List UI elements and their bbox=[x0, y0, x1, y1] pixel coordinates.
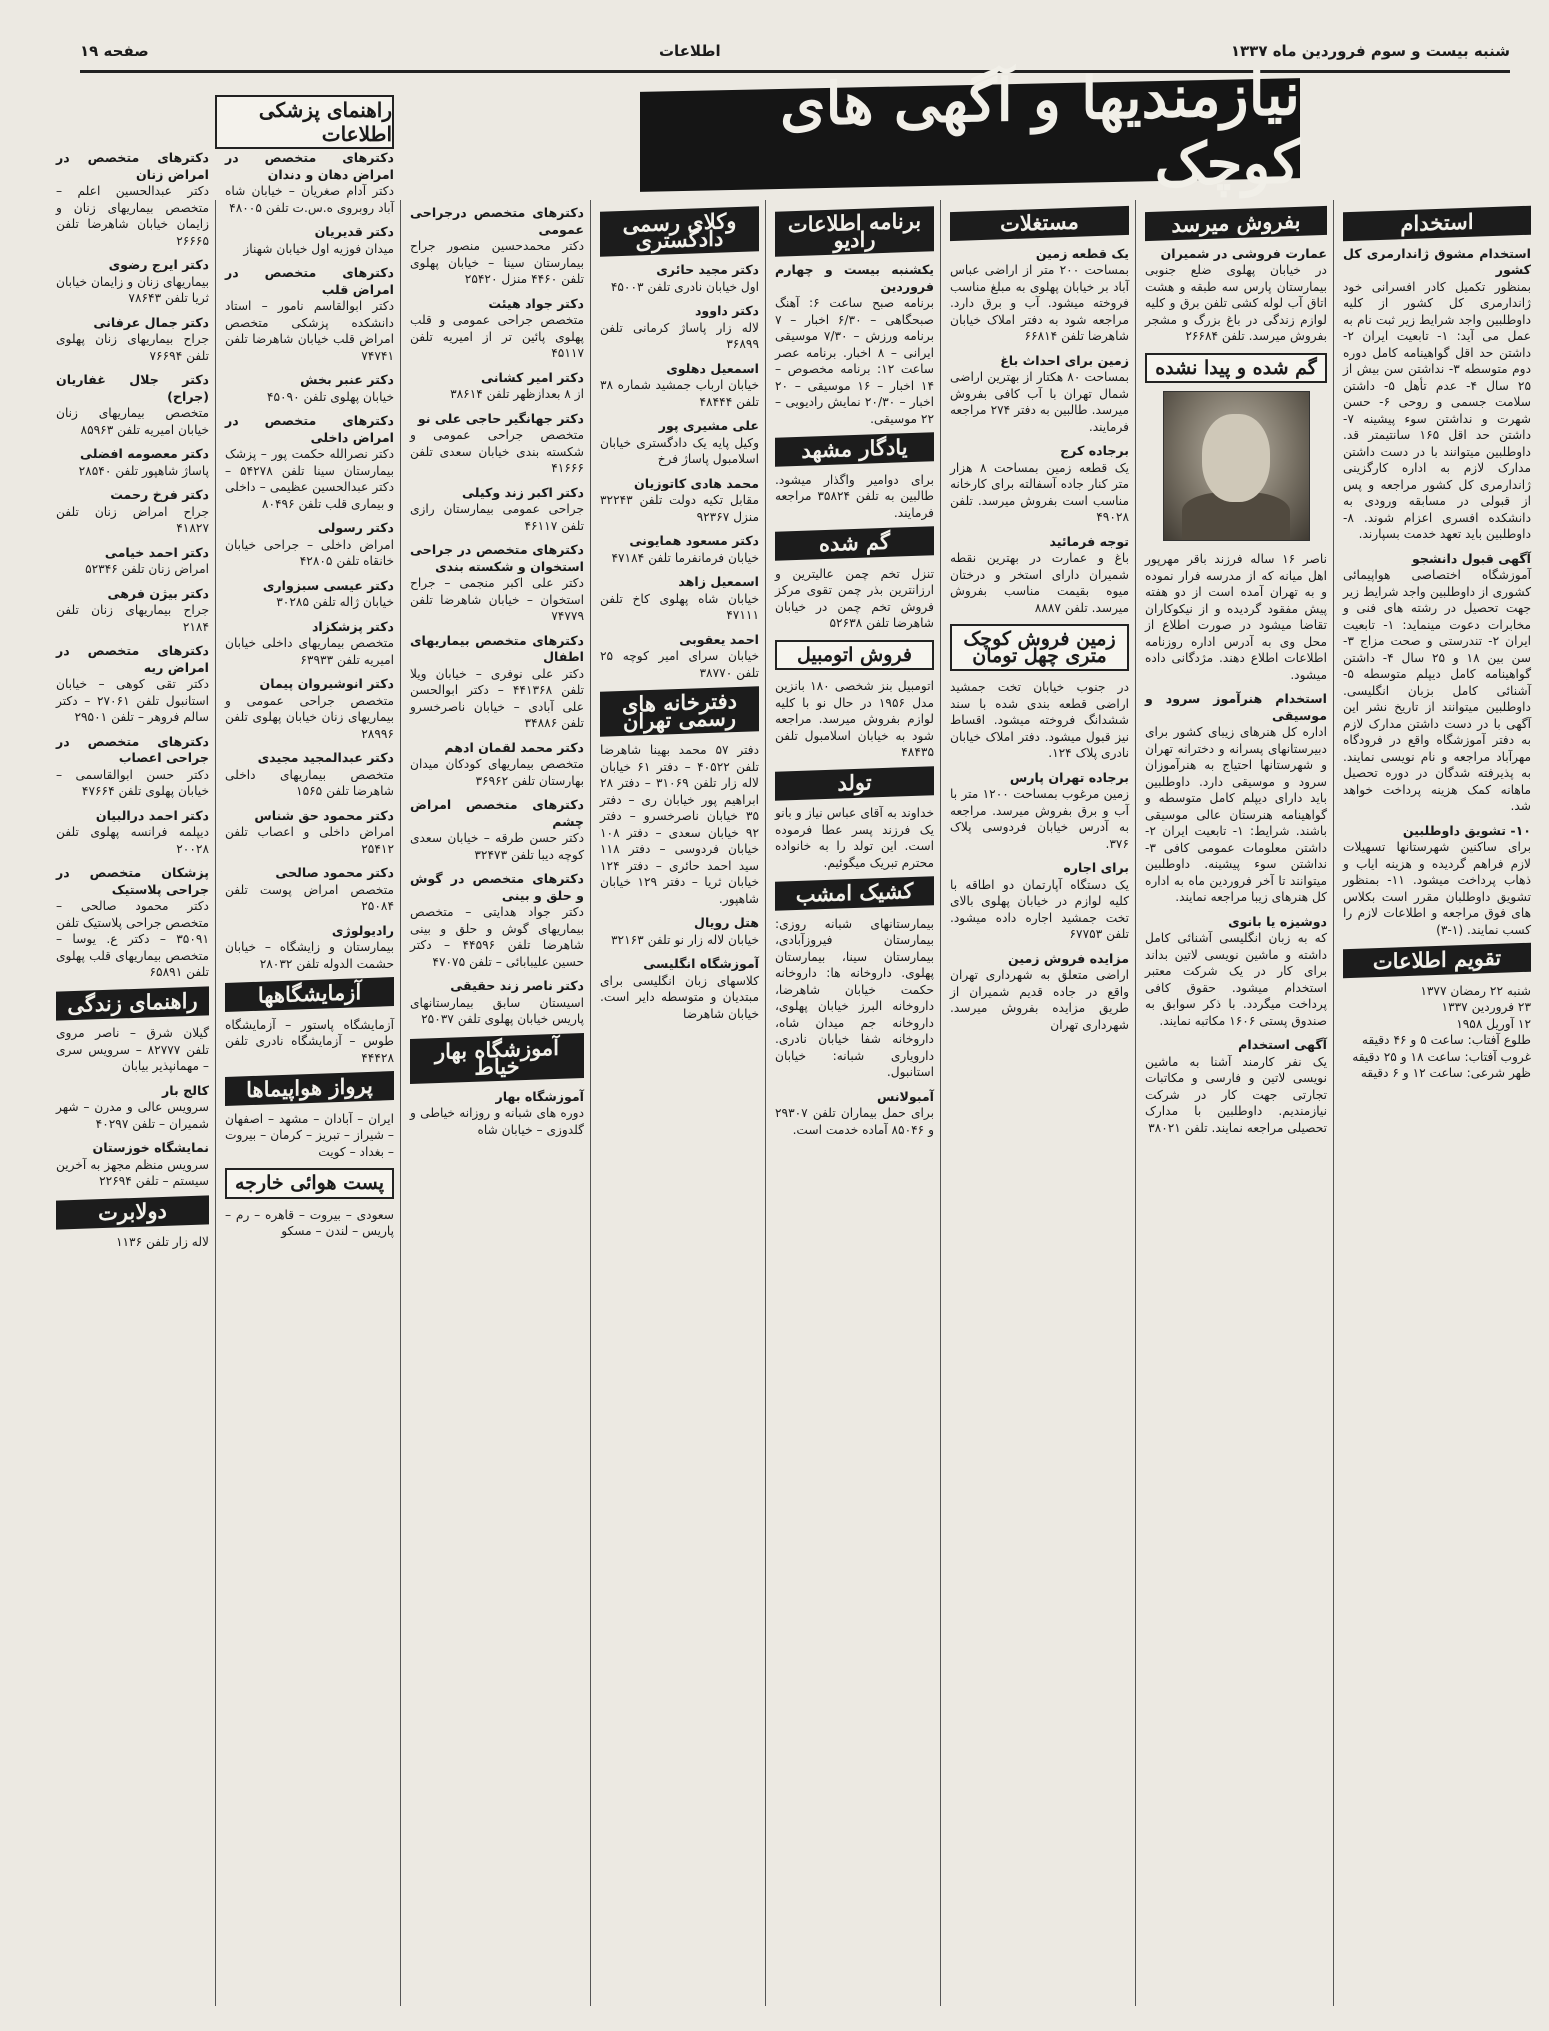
column-rule bbox=[765, 200, 766, 2006]
section-heading: آزمایشگاهها bbox=[225, 977, 394, 1011]
ad-entry: برجاده تهران پارس زمین مرغوب بمساحت ۱۲۰۰ متر با آب و برق بفروش میرسد. مراجعه به آدرس خیابان فردوسی پلاک ۳۷۶. bbox=[950, 769, 1129, 851]
ad-entry: دکترهای متخصص در امراض زنان دکتر عبدالحسین اعلم – متخصص بیماریهای زنان و زایمان خیابان شاهرضا تلفن ۲۶۶۶۵ bbox=[56, 150, 209, 248]
ad-entry: احمد یعقوبی خیابان سرای امیر کوچه ۲۵ تلفن ۳۸۷۷۰ bbox=[600, 631, 759, 680]
ad-entry: دکتر مسعود همایونی خیابان فرمانفرما تلفن ۴۷۱۸۴ bbox=[611, 533, 759, 565]
ad-entry: دکتر بیژن فرهی جراح بیماریهای زنان تلفن ۲۱۸۴ bbox=[56, 585, 209, 634]
page-number: صفحه ۱۹ bbox=[80, 42, 149, 60]
section-heading: کشیک امشب bbox=[775, 876, 934, 910]
ad-entry: دکتر احمد درالبیان دیپلمه فرانسه پهلوی تلفن ۲۰۰۲۸ bbox=[56, 807, 209, 856]
ad-entry: آمبولانس برای حمل بیماران تلفن ۲۹۳۰۷ و ۸۵۰۴۶ آماده خدمت است. bbox=[775, 1088, 934, 1137]
ad-entry: دکتر فرخ رحمت جراح امراض زنان تلفن ۴۱۸۲۷ bbox=[56, 487, 209, 535]
ad-entry: دکتر معصومه افضلی پاساژ شاهپور تلفن ۲۸۵۴۰ bbox=[78, 446, 209, 478]
section-heading: پست هوائی خارجه bbox=[225, 1168, 394, 1199]
column-rule bbox=[590, 200, 591, 2006]
section-heading: تولد bbox=[775, 766, 934, 800]
column-real-estate bbox=[944, 205, 1135, 2011]
section-heading: مستغلات bbox=[950, 206, 1129, 241]
section-heading: بفروش میرسد bbox=[1145, 206, 1327, 241]
section-heading: برنامه اطلاعات رادیو bbox=[775, 206, 934, 257]
ad-entry: رادیولوژی بیمارستان و زایشگاه – خیابان حشمت الدوله تلفن ۲۸۰۳۲ bbox=[225, 922, 394, 971]
section-heading: گم شده bbox=[775, 526, 934, 560]
ad-entry: برجاده کرج یک قطعه زمین بمساحت ۸ هزار متر کنار جاده آسفالته برای کارخانه مناسب است بفروش میرسد. تلفن ۴۹۰۲۸ bbox=[950, 443, 1129, 524]
ad-entry: دکتر داوود لاله زار پاساژ کرمانی تلفن ۳۶۸۹۹ bbox=[600, 303, 759, 351]
ad-entry: دکترهای متخصص در امراض دهان و دندان دکتر آدام صغریان – خیابان شاه آباد روبروی ه.س.ت تلفن ۴۸۰۰۵ bbox=[225, 150, 394, 215]
ad-entry: استخدام هنرآموز سرود و موسیقی اداره کل هنرهای زیبای کشور برای دبیرستانهای پسرانه و دخترانه تهران و شهرستانها احتیاج به هنرآموزان سرود و موسیقی دارد. داوطلبین باید دارای دیپلم کامل متوسطه و گواهینامه هنرستان عالی موسیقی باشند. شرایط: ۱- تابعیت ایران ۲- داشتن معلومات عمومی کافی ۳- نداشتن سوء پیشینه. داوطلبین میتوانند تا آخر فروردین ماه به اداره کل هنرهای زیبا مراجعه نمایند. bbox=[1145, 691, 1327, 904]
ad-entry: دکترهای متخصص در گوش و حلق و بینی دکتر جواد هدایتی – متخصص بیماریهای گوش و حلق و بینی شاهرضا تلفن ۴۴۵۹۶ – دکتر حسین علیبابائی – تلفن ۴۷۰۷۵ bbox=[410, 871, 584, 969]
ad-entry: سعودی – بیروت – قاهره – رم – پاریس – لندن – مسکو bbox=[225, 1207, 394, 1238]
calendar-list: شنبه ۲۲ رمضان ۱۳۷۷ ۲۳ فروردین ۱۳۳۷ ۱۲ آوریل ۱۹۵۸ طلوع آفتاب: ساعت ۵ و ۴۶ دقیقه غروب آفتاب: ساعت ۱۸ و ۲۵ دقیقه ظهر شرعی: ساعت ۱۲ و ۶ دقیقه bbox=[1352, 983, 1531, 1080]
ad-entry: دکتر جواد هیئت متخصص جراحی عمومی و قلب پهلوی پائین تر از امیریه تلفن ۴۵۱۱۷ bbox=[410, 295, 584, 360]
section-heading: استخدام bbox=[1343, 206, 1531, 241]
ad-entry: دکتر ایرج رضوی بیماریهای زنان و زایمان خیابان ثریا تلفن ۷۸۶۴۳ bbox=[56, 257, 209, 305]
ad-entry: توجه فرمائید باغ و عمارت در بهترین نقطه شمیران دارای استخر و درختان میوه بقیمت مناسب بفروش میرسد. تلفن ۸۸۸۷ bbox=[950, 533, 1129, 615]
column-for-sale bbox=[1139, 205, 1333, 2011]
section-heading: راهنمای زندگی bbox=[56, 986, 209, 1020]
column-rule bbox=[940, 200, 941, 2006]
ad-entry: در جنوب خیابان تخت جمشید اراضی قطعه بندی شده با سند ششدانگ فروخته میشود. اقساط نیز قبول میشود. دفتر املاک خیابان نادری پلاک ۱۲۴. bbox=[950, 680, 1129, 760]
ad-entry: برای دوامیر واگذار میشود. طالبین به تلفن ۳۵۸۲۴ مراجعه فرمایند. bbox=[775, 472, 934, 520]
date-line: شنبه بیست و سوم فروردین ماه ۱۳۳۷ bbox=[1230, 42, 1510, 60]
column-dentists bbox=[219, 150, 400, 2011]
ad-entry: آگهی استخدام یک نفر کارمند آشنا به ماشین نویسی لاتین و فارسی و مکاتبات تجارتی جهت کار در شرکت نیازمندیم. داوطلبین با مدارک تحصیلی مراجعه نمایند. تلفن ۳۸۰۲۱ bbox=[1145, 1037, 1327, 1135]
column-surgeons bbox=[404, 205, 590, 2011]
ad-entry: ایران – آبادان – مشهد – اصفهان – شیراز – تبریز – کرمان – بیروت – بغداد – کویت bbox=[225, 1111, 394, 1159]
medical-guide-title: راهنمای پزشکی اطلاعات bbox=[215, 95, 394, 149]
ad-entry: دکتر محمود صالحی متخصص امراض پوست تلفن ۲۵۰۸۴ bbox=[225, 865, 394, 913]
ad-entry: دکترهای متخصص در امراض داخلی دکتر نصرالله حکمت پور – پزشک بیمارستان سینا تلفن ۵۴۲۷۸ – دکتر عبدالحسین عظیمی – داخلی و بیماری قلب تلفن ۸۰۴۹۶ bbox=[225, 413, 394, 511]
ad-entry: دکترهای متخصص در امراض قلب دکتر ابوالقاسم نامور – استاد دانشکده پزشکی متخصص امراض قلب خیابان شاهرضا تلفن ۷۴۷۴۱ bbox=[225, 265, 394, 363]
ad-entry: آگهی قبول دانشجو آموزشگاه اختصاصی هواپیمائی کشوری از داوطلبین واجد شرایط زیر جهت تحصیل در رشته های فنی و مخابرات دعوت مینماید: ۱- تابعیت ایران ۲- تندرستی و صحت مزاج ۳- سن بین ۱۸ و ۲۵ سال ۴- داشتن گواهینامه کامل دیپلم متوسطه ۵- آشنائی کامل بزبان انگلیسی. داوطلبین میتوانند از تاریخ نشر این آگهی با در دست داشتن مدارک لازم به دفتر آموزشگاه واقع در فرودگاه مهرآباد مراجعه و نام نویسی نمایند. به پذیرفته شدگان در دوره تحصیل ماهانه کمک هزینه پرداخت خواهد شد. bbox=[1343, 550, 1531, 813]
ad-entry: دکتر جلال غفاریان (جراح) متخصص بیماریهای زنان خیابان امیریه تلفن ۸۵۹۶۳ bbox=[56, 372, 209, 437]
ad-entry: دکتر اکبر زند وکیلی جراحی عمومی بیمارستان رازی تلفن ۴۶۱۱۷ bbox=[410, 484, 584, 533]
ad-entry: هتل رویال خیابان لاله زار نو تلفن ۳۲۱۶۳ bbox=[611, 915, 759, 947]
column-rule bbox=[1135, 200, 1136, 2006]
ad-entry: دکتر قدیریان میدان فوزیه اول خیابان شهناز bbox=[243, 224, 394, 256]
ad-entry: دکتر پزشکزاد متخصص بیماریهای داخلی خیابان امیریه تلفن ۶۳۹۳۳ bbox=[225, 618, 394, 667]
ad-entry: خداوند به آقای عباس نیاز و بانو یک فرزند پسر عطا فرموده است. این تولد را به خانواده محترم تبریک میگوئیم. bbox=[775, 806, 934, 870]
ad-entry: دکتر مجید حائری اول خیابان نادری تلفن ۴۵۰۰۳ bbox=[610, 262, 759, 294]
paper-name: اطلاعات bbox=[658, 42, 721, 60]
column-rule bbox=[1333, 200, 1334, 2006]
ad-entry: زمین برای احداث باغ بمساحت ۸۰ هکتار از بهترین اراضی شمال تهران با آب کافی بفروش میرسد. طالبین به دفتر ۲۷۴ مراجعه فرمایند. bbox=[950, 352, 1129, 434]
ad-entry: یکشنبه بیست و چهارم فروردین برنامه صبح ساعت ۶: آهنگ صبحگاهی – ۶/۳۰ اخبار – ۷ برنامه ورزش – ۷/۳۰ موسیقی ایرانی – ۸ اخبار. برنامه عصر ساعت ۱۲: برنامه مخصوص – ۱۴ اخبار – ۱۶ موسیقی – ۲۰ اخبار – ۲۰/۳۰ نمایش رادیویی – ۲۲ موسیقی. bbox=[775, 262, 934, 426]
ad-entry: دکترهای متخصص در جراحی اعصاب دکتر حسن ابوالقاسمی – خیابان پهلوی تلفن ۴۷۶۶۴ bbox=[56, 733, 209, 798]
ad-entry: دکتر عنبر بخش خیابان پهلوی تلفن ۴۵۰۹۰ bbox=[266, 372, 394, 404]
ad-entry: دکتر عبدالمجید مجیدی متخصص بیماریهای داخلی شاهرضا تلفن ۱۵۶۵ bbox=[225, 750, 394, 798]
ad-entry: دکتر رسولی امراض داخلی – جراحی خیابان خانقاه تلفن ۴۲۸۰۵ bbox=[225, 520, 394, 568]
missing-person-heading: گم شده و پیدا نشده bbox=[1145, 353, 1327, 384]
ad-entry: گیلان شرق – ناصر مروی تلفن ۸۲۷۷۷ – سرویس سری – مهمانپذیر بیابان bbox=[56, 1026, 209, 1073]
section-heading: یادگار مشهد bbox=[775, 432, 934, 466]
ad-entry: دکتر جهانگیر حاجی علی نو متخصص جراحی عمومی و شکسته بندی خیابان سعدی تلفن ۴۱۶۶۶ bbox=[410, 410, 584, 475]
ad-entry: دکترهای متخصص بیماریهای اطفال دکتر علی نوفری – خیابان ویلا تلفن ۴۴۱۳۶۸ – دکتر ابوالحسن علی آبادی – خیابان ناصرخسرو تلفن ۳۴۸۸۶ bbox=[410, 632, 584, 730]
ad-entry: دکتر محمود حق شناس امراض داخلی و اعصاب تلفن ۲۵۴۱۲ bbox=[225, 807, 394, 856]
ad-entry: کالج بار سرویس عالی و مدرن – شهر شمیران – تلفن ۴۰۲۹۷ bbox=[56, 1082, 209, 1131]
ad-entry: دکترهای متخصص در امراض ریه دکتر تقی کوهی – خیابان استانبول تلفن ۲۷۰۶۱ – دکتر سالم فروهر – تلفن ۲۹۵۰۱ bbox=[56, 643, 209, 724]
ad-entry: مزایده فروش زمین اراضی متعلق به شهرداری تهران واقع در جاده قدیم شمیران از طریق مزایده بفروش میرسد. شهرداری تهران bbox=[950, 950, 1129, 1032]
section-heading: دفترخانه های رسمی تهران bbox=[600, 686, 759, 737]
ad-entry: اسمعیل دهلوی خیابان ارباب جمشید شماره ۳۸ تلفن ۴۸۴۴۴ bbox=[600, 360, 759, 409]
ad-entry: دوشیزه یا بانوی که به زبان انگلیسی آشنائی کامل داشته و ماشین نویسی لاتین بداند برای کار در یک شرکت معتبر استخدام میشود. حقوق کافی پرداخت میگردد. با ذکر سوابق به صندوق پستی ۱۶۰۶ مکاتبه نمایند. bbox=[1145, 913, 1327, 1028]
section-heading: پرواز هواپیماها bbox=[225, 1071, 394, 1105]
promo-heading: آموزشگاه بهار خیاط bbox=[410, 1032, 584, 1083]
ad-entry: دکتر امیر کشانی از ۸ بعدازظهر تلفن ۳۸۶۱۴ bbox=[450, 369, 584, 401]
ad-entry: دکتر انوشیروان پیمان متخصص جراحی عمومی و بیماریهای زنان خیابان پهلوی تلفن ۲۸۹۹۶ bbox=[225, 676, 394, 741]
ad-entry: تنزل تخم چمن عالیترین و ارزانترین بذر چمن تقوی مرکز فروش تخم چمن در خیابان شاهرضا تلفن ۵۲۶۳۸ bbox=[775, 566, 934, 630]
column-radio bbox=[769, 205, 940, 2011]
ad-entry: آموزشگاه انگلیسی کلاسهای زبان انگلیسی برای مبتدیان و متوسطه دایر است. خیابان شاهرضا bbox=[600, 956, 759, 1021]
car-sale-heading: فروش اتومبیل bbox=[775, 640, 934, 671]
ad-entry: دفتر ۵۷ محمد بهینا شاهرضا تلفن ۴۰۵۲۲ – دفتر ۶۱ خیابان لاله زار تلفن ۳۱۰۶۹ – دفتر ۲۸ ابراهیم پور خیابان ری – دفتر ۳۵ خیابان ناصرخسرو – دفتر ۹۲ خیابان سعدی – دفتر ۱۰۸ خیابان فردوسی – دفتر ۱۱۸ سید احمد حائری – دفتر ۱۲۴ خیابان ثریا – دفتر ۱۲۹ خیابان شاهپور. bbox=[600, 743, 759, 906]
ad-entry: بیمارستانهای شبانه روزی: بیمارستان فیروزآبادی، بیمارستان سینا، بیمارستان پهلوی. داروخانه ها: داروخانه حکمت خیابان شاهرضا، داروخانه البرز خیابان پهلوی، داروخانه جم میدان شاه، داروخانه شفا خیابان نادری. دارویاری شبانه: خیابان استانبول. bbox=[775, 916, 934, 1079]
ad-entry: برای اجاره یک دستگاه آپارتمان دو اطاقه با کلیه لوازم در خیابان پهلوی بالای تخت جمشید اجاره داده میشود. تلفن ۶۷۷۵۳ bbox=[950, 860, 1129, 941]
column-rule bbox=[400, 200, 401, 2006]
section-masthead: نیازمندیها و آگهی های کوچک bbox=[640, 78, 1300, 192]
bottom-logo: دولابرت bbox=[56, 1195, 209, 1229]
ad-entry: دکترهای متخصص درجراحی عمومی دکتر محمدحسین منصور جراح بیمارستان سینا – خیابان پهلوی تلفن ۴۴۶۰ منزل ۲۵۴۲۰ bbox=[410, 205, 584, 286]
ad-entry: دکتر عیسی سبزواری خیابان ژاله تلفن ۳۰۲۸۵ bbox=[262, 577, 394, 609]
ad-entry: استخدام مشوق ژاندارمری کل کشور بمنظور تکمیل کادر افسرانی خود ژاندارمری کل کشور از کلیه داوطلبین واجد شرایط زیر ثبت نام به عمل می آید: ۱- تابعیت ایران ۲- داشتن حد اقل گواهینامه کامل دوره دوم متوسطه ۳- نداشتن سن بیش از ۲۵ سال ۴- عدم تأهل ۵- داشتن سلامت جسمی و روحی ۶- حسن شهرت و نداشتن سوء پیشینه ۷- داشتن حد اقل ۱۶۵ سانتیمتر قد. داوطلبین میتوانند با در دست داشتن مدارک لازم به اداره کارگزینی ژاندارمری کل کشور مراجعه و پس از قبولی در مسابقه ورودی به دانشکده افسری اعزام شوند. ۸- داوطلبین باید تعهد خدمت بسپارند. bbox=[1343, 245, 1531, 541]
column-gynecology bbox=[50, 150, 215, 2011]
ad-entry: ناصر ۱۶ ساله فرزند باقر مهرپور اهل میانه که از مدرسه فرار نموده و به تهران آمده است از دو هفته پیش مفقود گردیده و از نیکوکاران تقاضا میشود در صورت اطلاع از محل وی به آدرس اداره روزنامه اطلاعات اطلاع دهند. مژدگانی داده میشود. bbox=[1145, 552, 1327, 682]
column-lawyers bbox=[594, 205, 765, 2011]
ad-entry: دکتر ناصر زند حقیقی اسیستان سابق بیمارستانهای پاریس خیابان پهلوی تلفن ۲۵۰۳۷ bbox=[410, 978, 584, 1026]
ad-entry: ۱۰- تشویق داوطلبین برای ساکنین شهرستانها تسهیلات لازم فراهم گردیده و هزینه ایاب و ذهاب پرداخت میشود. ۱۱- بمنظور تشویق داوطلبان مقرر است بکلاس های فوق مراجعه و اطلاعات لازم را کسب نمایند. (۱-۳) bbox=[1343, 822, 1531, 937]
section-heading: وکلای رسمی دادگستری bbox=[600, 206, 759, 257]
ad-entry: اتومبیل بنز شخصی ۱۸۰ بانزین مدل ۱۹۵۶ در حال نو با کلیه لوازم بفروش میرسد. مراجعه شود به خیابان اسلامبول تلفن ۴۸۴۳۵ bbox=[775, 679, 934, 759]
ad-entry: لاله زار تلفن ۱۱۳۶ bbox=[115, 1235, 209, 1249]
ad-entry: یک قطعه زمین بمساحت ۲۰۰ متر از اراضی عباس آباد بر خیابان پهلوی به مبلغ مناسب فروخته میشود. آب و برق دارد. مراجعه شود به دفتر املاک خیابان شاهرضا تلفن ۶۶۸۱۴ bbox=[950, 245, 1129, 343]
ad-entry: پزشکان متخصص در جراحی پلاستیک دکتر محمود صالحی – متخصص جراحی پلاستیک تلفن ۳۵۰۹۱ – دکتر ع. یوسا – متخصص بیماریهای قلب پهلوی تلفن ۶۵۸۹۱ bbox=[56, 865, 209, 979]
ad-entry: محمد هادی کاتوزیان مقابل تکیه دولت تلفن ۳۲۲۴۳ منزل ۹۲۳۶۷ bbox=[600, 475, 759, 524]
ad-entry: اسمعیل زاهد خیابان شاه پهلوی کاخ تلفن ۴۷۱۱۱ bbox=[600, 574, 759, 622]
ad-entry: آزمایشگاه پاستور – آزمایشگاه طوس – آزمایشگاه نادری تلفن ۴۴۴۲۸ bbox=[225, 1017, 394, 1065]
ad-entry: آموزشگاه بهار دوره های شبانه و روزانه خیاطی و گلدوزی – خیابان شاه bbox=[410, 1088, 584, 1137]
column-rule bbox=[215, 200, 216, 2006]
land-sale-heading: زمین فروش کوچک مترى چهل تومان bbox=[950, 624, 1129, 671]
ad-entry: دکتر احمد خیامی امراض زنان تلفن ۵۲۳۴۶ bbox=[85, 544, 209, 576]
missing-boy-photo bbox=[1163, 391, 1310, 541]
ad-entry: دکترهای متخصص در جراحی استخوان و شکسته بندی دکتر علی اکبر منجمی – جراح استخوان – خیابان شاهرضا تلفن ۷۴۷۷۹ bbox=[410, 542, 584, 623]
ad-entry: دکترهای متخصص امراض چشم دکتر حسن طرقه – خیابان سعدی کوچه دیبا تلفن ۳۲۴۷۳ bbox=[410, 797, 584, 862]
calendar-heading: تقویم اطلاعات bbox=[1343, 943, 1531, 978]
column-employment bbox=[1337, 205, 1537, 2011]
ad-entry: عمارت فروشی در شمیران در خیابان پهلوی ضلع جنوبی بیمارستان پارس سه طبقه و هشت اتاق آب لوله کشی تلفن برق و کلیه لوازم زندگی در باغ بزرگ و مشجر بفروش میرسد. تلفن ۲۶۶۸۴ bbox=[1145, 245, 1327, 343]
ad-entry: علی مشیری پور وکیل پایه یک دادگستری خیابان اسلامبول پاساژ فرخ bbox=[600, 418, 759, 466]
ad-entry: دکتر جمال عرفانی جراح بیماریهای زنان پهلوی تلفن ۷۶۶۹۴ bbox=[56, 314, 209, 363]
ad-entry: دکتر محمد لقمان ادهم متخصص بیماریهای کودکان میدان بهارستان تلفن ۳۶۹۶۲ bbox=[410, 739, 584, 788]
ad-entry: نمایشگاه خوزستان سرویس منظم مجهز به آخرین سیستم – تلفن ۲۲۶۹۴ bbox=[56, 1140, 209, 1188]
